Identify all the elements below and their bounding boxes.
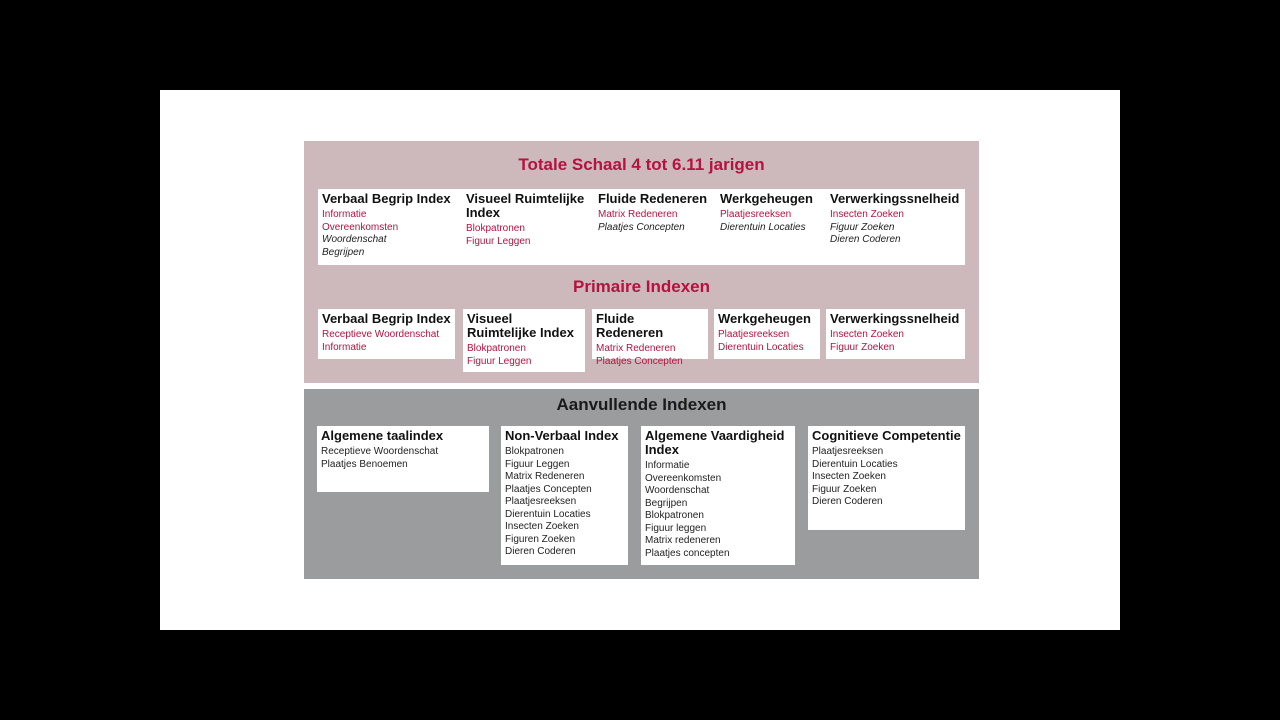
total-scale-column-heading: Fluide Redeneren (598, 191, 708, 206)
total-scale-column-heading: Werkgeheugen (720, 191, 813, 206)
primary-index-column-heading: Fluide Redeneren (596, 311, 664, 340)
slide (160, 90, 1120, 630)
total-scale-column-box (826, 189, 965, 265)
subtest-item: Plaatjesreeksen (812, 446, 884, 457)
additional-index-column-box (501, 426, 628, 565)
subtest-item: Begrijpen (322, 246, 365, 258)
subtest-item: Blokpatronen (505, 446, 564, 457)
subtest-item: Blokpatronen (466, 223, 525, 234)
subtest-item: Insecten Zoeken (812, 471, 886, 482)
subtest-item: Figuur Leggen (467, 355, 532, 367)
subtest-item: Dierentuin Locaties (718, 341, 804, 353)
primary-index-column-heading: Werkgeheugen (718, 311, 811, 326)
additional-index-column-heading: Non-Verbaal Index (505, 428, 619, 443)
primary-scales-panel (304, 141, 979, 383)
subtest-item: Blokpatronen (645, 510, 704, 521)
subtest-item: Woordenschat (645, 485, 710, 496)
subtest-item: Blokpatronen (467, 343, 526, 354)
total-scale-column-box (462, 189, 594, 265)
subtest-item: Insecten Zoeken (830, 209, 904, 220)
primary-index-column-box (592, 309, 708, 367)
subtest-item: Receptieve Woordenschat (322, 329, 440, 340)
subtest-item: Insecten Zoeken (505, 521, 579, 532)
subtest-item: Plaatjes Concepten (596, 355, 683, 367)
primary-index-column-heading: Verbaal Begrip Index (322, 311, 451, 326)
subtest-item: Overeenkomsten (322, 221, 399, 233)
subtest-item: Begrijpen (645, 497, 688, 509)
total-scale-column-box (716, 189, 826, 265)
subtest-item: Informatie (322, 209, 367, 220)
subtest-item: Plaatjes Concepten (505, 483, 592, 495)
subtest-item: Figuren Zoeken (505, 533, 576, 545)
additional-index-title: Aanvullende Indexen (556, 395, 727, 414)
subtest-item: Dieren Coderen (505, 546, 576, 557)
subtest-item: Figuur Leggen (466, 235, 531, 247)
subtest-item: Dieren Coderen (830, 234, 901, 245)
primary-index-column-box (463, 309, 585, 372)
subtest-item: Figuur Zoeken (830, 341, 895, 353)
subtest-item: Figuur Zoeken (830, 221, 895, 233)
additional-indexes-panel (304, 389, 979, 579)
subtest-item: Figuur Zoeken (812, 483, 877, 495)
additional-index-column-heading: Algemene taalindex (321, 428, 444, 443)
subtest-item: Woordenschat (322, 234, 387, 245)
additional-index-column-box (317, 426, 489, 492)
subtest-item: Plaatjesreeksen (720, 209, 792, 220)
subtest-item: Dierentuin Locaties (812, 458, 898, 470)
subtest-item: Plaatjes concepten (645, 547, 730, 559)
subtest-item: Informatie (645, 460, 690, 471)
subtest-item: Dierentuin Locaties (720, 221, 806, 233)
primary-index-column-heading: Verwerkingssnelheid (830, 311, 960, 326)
additional-index-column-box (808, 426, 965, 530)
subtest-item: Plaatjes Concepten (598, 221, 685, 233)
subtest-item: Plaatjesreeksen (718, 329, 790, 340)
subtest-item: Matrix Redeneren (596, 343, 676, 354)
total-scale-column-heading: Visueel Ruimtelijke Index (466, 191, 585, 220)
subtest-item: Overeenkomsten (645, 472, 722, 484)
primary-index-column-box (318, 309, 455, 359)
subtest-item: Dierentuin Locaties (505, 508, 591, 520)
total-scale-column-box (594, 189, 716, 265)
primary-index-title: Primaire Indexen (572, 277, 710, 296)
primary-index-column-box (714, 309, 820, 359)
subtest-item: Matrix Redeneren (505, 471, 585, 482)
subtest-item: Figuur Leggen (505, 458, 570, 470)
subtest-item: Receptieve Woordenschat (321, 446, 439, 457)
primary-index-column-heading: Visueel Ruimtelijke Index (467, 311, 574, 340)
subtest-item: Dieren Coderen (812, 496, 883, 507)
additional-index-column-heading: Algemene Vaardigheid Index (645, 428, 785, 457)
subtest-item: Matrix redeneren (645, 535, 721, 546)
primary-index-column-box (826, 309, 965, 359)
total-scale-title: Totale Schaal 4 tot 6.11 jarigen (518, 155, 765, 174)
subtest-item: Plaatjes Benoemen (321, 458, 408, 470)
additional-index-column-box (641, 426, 795, 565)
total-scale-column-heading: Verwerkingssnelheid (830, 191, 960, 206)
subtest-item: Plaatjesreeksen (505, 496, 577, 507)
total-scale-column-heading: Verbaal Begrip Index (322, 191, 451, 206)
subtest-item: Insecten Zoeken (830, 329, 904, 340)
additional-index-column-heading: Cognitieve Competentie (812, 428, 961, 443)
subtest-item: Figuur leggen (645, 522, 707, 534)
subtest-item: Matrix Redeneren (598, 209, 678, 220)
total-scale-column-box (318, 189, 463, 265)
subtest-item: Informatie (322, 341, 367, 353)
